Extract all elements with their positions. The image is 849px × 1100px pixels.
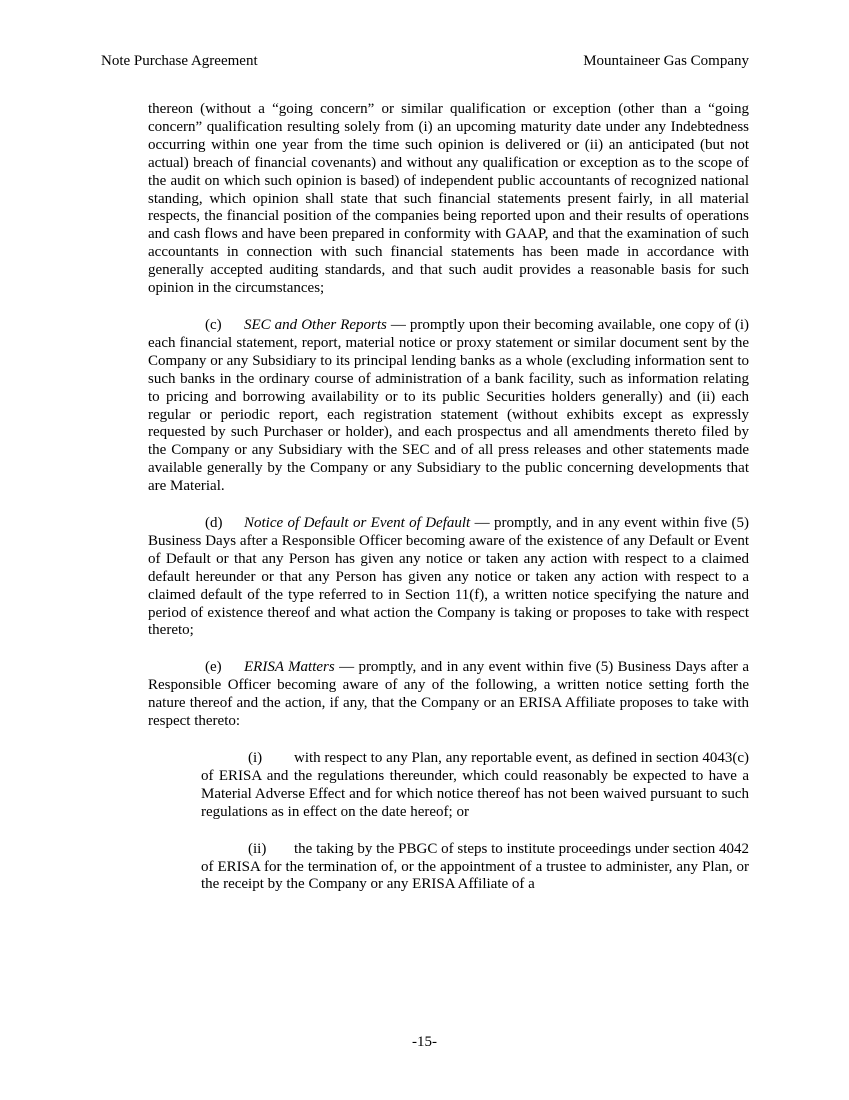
paragraph-e-heading: ERISA Matters — [244, 659, 335, 676]
paragraph-d-label: (d) — [205, 515, 223, 532]
paragraph-d-text: — promptly, and in any event within five (5) Business Days after a Responsible Officer becoming aware of the existence of any Default or Event of Default or that any Person has given any notice or taken any action with respect to a claimed default hereunder or that any Person has given any notice or taken any action with respect to a claimed default of the type referred to in Section 11(f), a written notice specifying the nature and period of existence thereof and what action the Company is taking or proposes to take with respect thereto; — [148, 515, 749, 639]
subparagraph-e-i-label: (i) — [248, 750, 263, 766]
paragraph-d-heading: Notice of Default or Event of Default — [244, 515, 471, 532]
subparagraph-e-i — [201, 750, 749, 822]
page-number: -15- — [412, 1034, 437, 1050]
paragraph-continuation: thereon (without a “going concern” or similar qualification or exception (other than a “going concern” qualification resulting solely from (i) an upcoming maturity date under any Indebtedness occurring within one year from the time such opinion is delivered or (ii) an anticipated (but not actual) breach of financial covenants) and without any qualification or exception as to the scope of the audit on which such opinion is based) of independent public accountants of recognized national standing, which opinion shall state that such financial statements present fairly, in all material respects, the financial position of the companies being reported upon and their results of operations and cash flows and have been prepared in conformity with GAAP, and that the examination of such accountants in connection with such financial statements has been made in accordance with generally accepted auditing standards, and that such audit provides a reasonable basis for such opinion in the circumstances; — [148, 101, 749, 297]
paragraph-c-label: (c) — [205, 316, 222, 333]
paragraph-c — [148, 317, 749, 496]
paragraph-d — [148, 515, 749, 640]
subparagraph-e-i-text: with respect to any Plan, any reportable event, as defined in section 4043(c) of ERISA and the regulations thereunder, which could reasonably be expected to have a Material Adverse Effect and for which notice thereof has not been waived pursuant to such regulations as in effect on the date hereof; or — [201, 750, 749, 820]
paragraph-e — [148, 659, 749, 731]
paragraph-c-heading: SEC and Other Reports — [244, 316, 387, 333]
subparagraph-e-ii-text: the taking by the PBGC of steps to institute proceedings under section 4042 of ERISA for the termination of, or the appointment of a trustee to administer, any Plan, or the receipt by the Company or any ERISA Affiliate of a — [201, 840, 749, 893]
paragraph-c-text: — promptly upon their becoming available, one copy of (i) each financial statement, report, material notice or proxy statement or similar document sent by the Company or any Subsidiary to its principal lending banks as a whole (excluding information sent to such banks in the ordinary course of administration of a bank facility, such as information relating to pricing and borrowing availability or to its public Securities holders generally) and (ii) each regular or periodic report, each registration statement (without exhibits except as expressly requested by such Purchaser or holder), and each prospectus and all amendments thereto filed by the Company or any Subsidiary with the SEC and of all press releases and other statements made available generally by the Company or any Subsidiary to the public concerning developments that are Material. — [148, 316, 749, 495]
paragraph-e-label: (e) — [205, 659, 222, 676]
header-document-title: Note Purchase Agreement — [101, 53, 258, 69]
header-company-name: Mountaineer Gas Company — [583, 53, 749, 69]
paragraph-e-text: — promptly, and in any event within five (5) Business Days after a Responsible Officer becoming aware of any of the following, a written notice setting forth the nature thereof and the action, if any, that the Company or an ERISA Affiliate proposes to take with respect thereto: — [148, 659, 750, 730]
running-header — [101, 51, 749, 71]
subparagraph-e-ii — [201, 841, 749, 895]
document-body — [148, 101, 749, 913]
subparagraph-e-ii-label: (ii) — [248, 840, 267, 857]
